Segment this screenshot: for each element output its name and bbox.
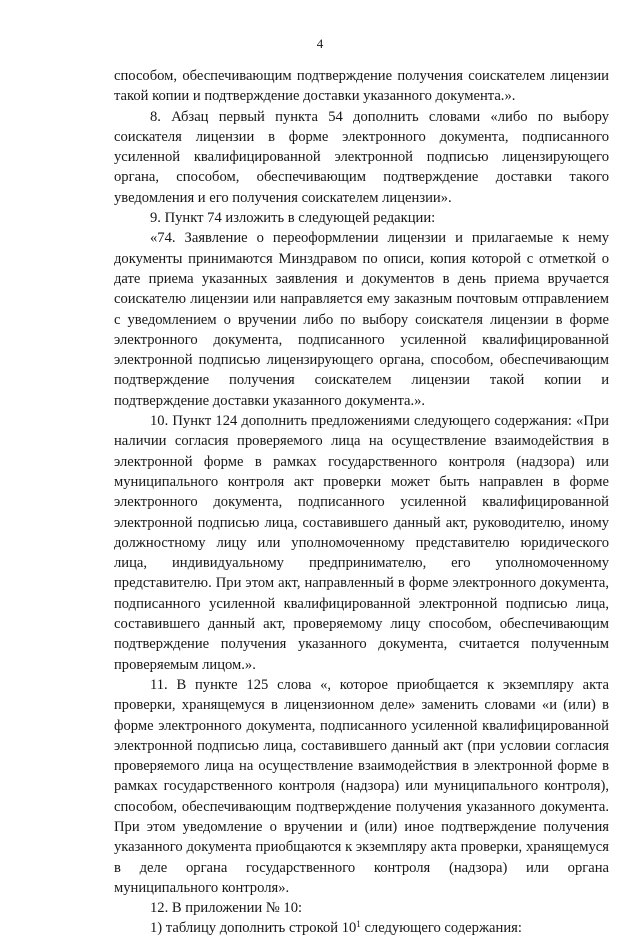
paragraph-last <box>114 918 609 938</box>
page-number: 4 <box>316 36 324 51</box>
paragraph: 9. Пункт 74 изложить в следующей редакции: <box>150 210 436 227</box>
paragraph: 8. Абзац первый пункта 54 дополнить словами «либо по выбору соискателя лицензии в форме электронного документа, подписанного усиленной квалифицированной электронной подписью лицензирующего органа, способом, обеспечивающим подтверждение доставки такого уведомления и его получения соискателем лицензии». <box>114 108 609 206</box>
paragraph: 10. Пункт 124 дополнить предложениями следующего содержания: «При наличии согласия проверяемого лица на осуществление взаимодействия в электронной форме в рамках государственного контроля (надзора) или муниципального контроля акт проверки может быть направлен в форме электронного документа, подписанного усиленной квалифицированной электронной подписью лица, составившего данный акт, руководителю, иному должностному лицу или уполномоченному представителю юридического лица, индивидуальному предпринимателю, его уполномоченному представителю. При этом акт, направленный в форме электронного документа, подписанного усиленной квалифицированной электронной подписью лица, составившего данный акт, проверяемому лицу способом, обеспечивающим подтверждение получения указанного документа, считается полученным проверяемым лицом.». <box>114 413 609 673</box>
row-number-superscript: 1 <box>356 919 361 930</box>
paragraph: способом, обеспечивающим подтверждение получения соискателем лицензии такой копии и подтверждение доставки указанного документа.». <box>114 68 609 105</box>
paragraph: 12. В приложении № 10: <box>150 900 303 917</box>
paragraph-text: следующего содержания: <box>360 920 522 937</box>
paragraph: «74. Заявление о переоформлении лицензии и прилагаемые к нему документы принимаются Минздравом по описи, копия которой с отметкой о дате приема указанных заявления и документов в день приема вручается соискателю лицензии или направляется ему заказным почтовым отправлением с уведомлением о вручении либо по выбору соискателя лицензии в форме электронного документа, подписанного усиленной квалифицированной электронной подписью лицензирующего органа, способом, обеспечивающим подтверждение получения соискателем лицензии такой копии и подтверждение доставки указанного документа.». <box>114 230 609 409</box>
paragraph-text: 1) таблицу дополнить строкой 10 <box>150 920 357 937</box>
document-body <box>114 66 609 939</box>
paragraph: 11. В пункте 125 слова «, которое приобщается к экземпляру акта проверки, хранящемуся в лицензионном деле» заменить словами «и (или) в форме электронного документа, подписанного усиленной квалифицированной электронной подписью лица, составившего данный акт (при условии согласия проверяемого лица на осуществление взаимодействия в электронной форме в рамках государственного контроля (надзора) или муниципального контроля), способом, обеспечивающим подтверждение получения указанного документа. При этом уведомление о вручении и (или) иное подтверждение получения указанного документа приобщаются к экземпляру акта проверки, хранящемуся в деле органа государственного контроля (надзора) или органа муниципального контроля». <box>114 676 609 896</box>
